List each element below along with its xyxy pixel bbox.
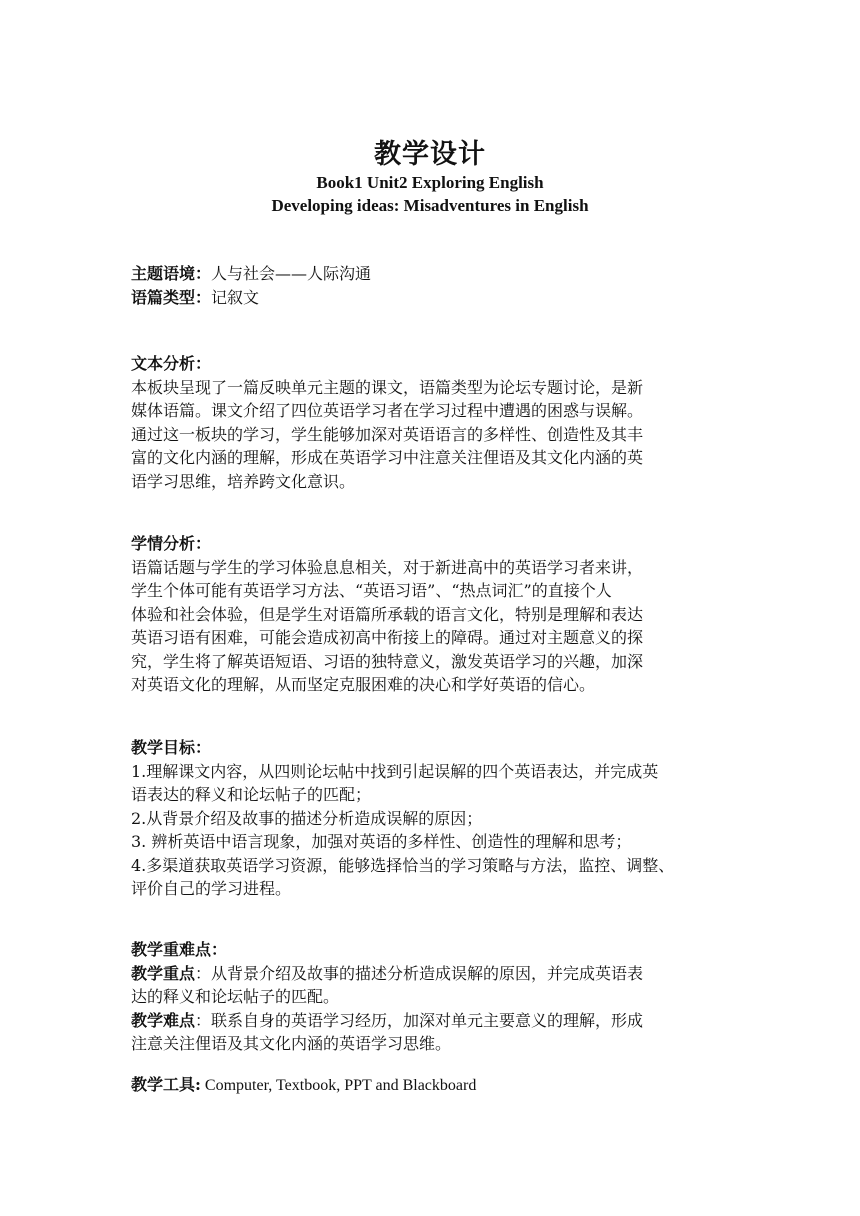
text-analysis-line: 语学习思维，培养跨文化意识。 — [131, 471, 356, 491]
objective-line: 3. 辨析英语中语言现象，加强对英语的多样性、创造性的理解和思考； — [131, 832, 632, 851]
document-title: 教学设计 — [374, 139, 486, 170]
document-subtitle-lesson: Developing ideas: Misadventures in English — [271, 196, 589, 215]
tools-section — [131, 1073, 731, 1098]
text-analysis-line: 通过这一板块的学习，学生能够加深对英语语言的多样性、创造性及其丰 — [131, 424, 644, 444]
learner-analysis-line: 英语习语有困难，可能会造成初高中衔接上的障碍。通过对主题意义的探 — [131, 628, 644, 647]
learner-analysis-heading: 学情分析： — [131, 534, 212, 553]
key-points-section — [131, 938, 731, 1056]
objective-line: 2.从背景介绍及故事的描述分析造成误解的原因； — [131, 808, 483, 828]
objectives-heading: 教学目标： — [131, 738, 212, 757]
tools-value: Computer, Textbook, PPT and Blackboard — [200, 1077, 477, 1094]
learner-analysis-line: 语篇话题与学生的学习体验息息相关，对于新进高中的英语学习者来讲， — [131, 557, 644, 577]
key-focus-line-2: 达的释义和论坛帖子的匹配。 — [131, 987, 340, 1006]
text-analysis-line: 媒体语篇。课文介绍了四位英语学习者在学习过程中遭遇的困惑与误解。 — [131, 401, 644, 420]
objectives-section — [131, 736, 731, 901]
key-difficulty-line-2: 注意关注俚语及其文化内涵的英语学习思维。 — [131, 1034, 452, 1053]
theme-context-value: 人与社会——人际沟通 — [211, 264, 372, 283]
text-analysis-line: 本板块呈现了一篇反映单元主题的课文，语篇类型为论坛专题讨论，是新 — [131, 377, 644, 397]
key-points-heading: 教学重难点： — [131, 940, 228, 959]
objective-line: 1.理解课文内容，从四则论坛帖中找到引起误解的四个英语表达，并完成英 — [131, 761, 659, 781]
learner-analysis-section — [131, 532, 731, 697]
key-difficulty-label: 教学难点 — [131, 1010, 196, 1030]
tools-line — [131, 1073, 731, 1098]
text-analysis-heading: 文本分析： — [131, 354, 212, 373]
key-focus-line — [131, 962, 731, 986]
learner-analysis-line: 体验和社会体验，但是学生对语篇所承载的语言文化，特别是理解和表达 — [131, 604, 644, 624]
text-analysis-section — [131, 352, 731, 493]
text-analysis-line: 富的文化内涵的理解，形成在英语学习中注意关注俚语及其文化内涵的英 — [131, 448, 644, 467]
key-focus-label: 教学重点 — [131, 963, 196, 983]
objective-line: 语表达的释义和论坛帖子的匹配； — [131, 785, 372, 804]
key-focus-text: ：从背景介绍及故事的描述分析造成误解的原因，并完成英语表 — [195, 963, 644, 983]
document-subtitle-unit: Book1 Unit2 Exploring English — [316, 173, 544, 192]
key-difficulty-text: ：联系自身的英语学习经历，加深对单元主要意义的理解，形成 — [195, 1010, 644, 1030]
objective-line: 评价自己的学习进程。 — [131, 879, 292, 898]
theme-section — [131, 262, 731, 309]
key-difficulty-line — [131, 1009, 731, 1033]
theme-context-line — [131, 262, 731, 286]
theme-context-label: 主题语境： — [131, 264, 212, 283]
theme-type-label: 语篇类型： — [131, 287, 212, 307]
learner-analysis-line: 究，学生将了解英语短语、习语的独特意义，激发英语学习的兴趣，加深 — [131, 651, 644, 671]
learner-analysis-line: 对英语文化的理解，从而坚定克服困难的决心和学好英语的信心。 — [131, 675, 596, 694]
objective-line: 4.多渠道获取英语学习资源，能够选择恰当的学习策略与方法，监控、调整、 — [131, 855, 675, 875]
tools-label: 教学工具: — [131, 1075, 201, 1094]
learner-analysis-line: 学生个体可能有英语学习方法、“英语习语”、“热点词汇”的直接个人 — [131, 581, 612, 600]
theme-type-line — [131, 286, 731, 310]
theme-type-value: 记叙文 — [211, 287, 260, 307]
